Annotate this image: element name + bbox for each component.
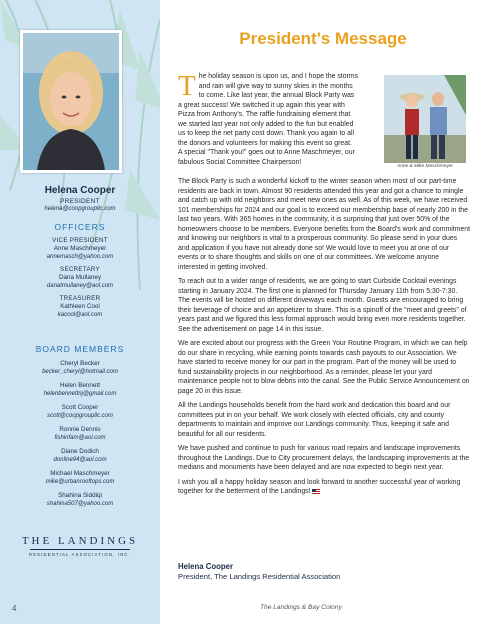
officer-email[interactable]: kacool@aol.com [57,312,103,318]
board-member-name: Shahina Siddiqi [58,492,102,499]
body-paragraph: We are excited about our progress with the Green Your Routine Program, in which we can help do our share in recycling, while earning points towards cash payouts to our Association. We have started to receive money for our part in the program. Part of the money will be used to fund sustainability projects in our neighborhood. As a reminder, please let your yard maintenance people not to blow debris into the canal. See the Public Service Announcement on page 20 in this issue. [178,340,470,395]
officer-item [0,237,160,261]
officer-name: Dana Mullaney [58,274,101,281]
officer-role: SECRETARY [60,266,100,273]
president-portrait [20,30,122,173]
board-member-email[interactable]: scott@coopgroupllc.com [47,413,113,419]
intro-line: A special "Thank you!" goes out to Anne Maschmeyer, our [178,149,355,156]
officer-email[interactable]: annemasch@yahoo.com [46,254,114,260]
board-member [0,404,160,420]
logo-sub-text: RESIDENTIAL ASSOCIATION, INC. [28,551,132,557]
board-member [0,470,160,486]
officer-item [0,266,160,290]
officer-role: TREASURER [59,295,101,302]
intro-line: we started last year not only added to the fun but enabled [178,120,354,128]
logo-main-text: THE LANDINGS [21,535,139,547]
president-name: Helena Cooper [44,185,116,196]
board-section [0,344,160,508]
officer-role: VICE PRESIDENT [52,237,108,244]
intro-paragraph [178,72,378,167]
board-member-email[interactable]: becker_cheryl@hotmail.com [42,369,118,375]
president-email[interactable]: helena@coopgroupllc.com [44,206,116,212]
intro-line: Pizza from Anthony's. The raffle fundraising element that [178,111,351,118]
officer-name: Kathleen Cool [60,303,100,310]
publication-name: The Landings & Bay Colony [260,604,342,611]
board-member [0,426,160,442]
board-member [0,360,160,376]
intro-line: and rain will give way to sunny skies in the months [198,82,353,90]
drop-cap: T [178,70,196,102]
body-paragraph: We have pushed and continue to push for various road repairs and landscape improvements throughout the Landings. Due to City procurement delays, the landscaping improvements at the medians and monuments have been delayed and are now expected to begin next year. [178,445,470,471]
intro-line: us to keep the net party cost down. Thank you again to all [178,130,355,137]
board-heading: BOARD MEMBERS [35,344,125,354]
president-title: PRESIDENT [60,198,100,205]
signature-title: President, The Landings Residential Association [178,572,341,581]
board-member-name: Diane Dodich [61,448,99,455]
officer-email[interactable]: danatmullaney@aol.com [46,283,114,289]
maschmeyer-photo [384,75,466,163]
sidebar [0,0,160,624]
body-text [178,177,470,497]
officer-name: Anne Maschmeyer [53,245,107,252]
page-number: 4 [12,604,17,613]
page-title: President's Message [239,29,407,48]
board-member-name: Scott Cooper [61,404,99,411]
board-member [0,382,160,398]
signature-name: Helena Cooper [178,562,234,571]
board-member-name: Helen Bennett [60,382,100,389]
couple-photo [384,75,466,163]
officer-item [0,295,160,319]
association-logo [0,535,160,557]
intro-line: fabulous Social Committee Chairperson! [178,158,302,166]
body-paragraph: All the Landings households benefit from the hard work and dedication this board and our committees put in on your behalf. We work closely with elected officials, city and county departments to maintain and improve our Landings community. Thus, keeping it safe and beautiful for all our residents. [178,402,451,438]
officers-section [0,222,160,319]
logo-divider [30,549,130,550]
board-member-email[interactable]: donline94@aol.com [53,457,107,463]
board-member-name: Cheryl Becker [60,360,100,367]
body-paragraph: To reach out to a wider range of residents, we are going to start Curbside Cocktail evenings starting in January 2024. The first one is planned for Thursday January 11th from 5:30-7:30. The events will be hosted on different driveways each month. Guests are encouraged to bring their beverage of choice and an appetizer to share. This is a spinoff of the "meet and greets" of years past and we figured this less formal approach would bring even more residents together. See the advertisement on page 14 in this issue. [178,278,467,333]
board-member-email[interactable]: shahina507@yahoo.com [46,501,114,507]
board-member-name: Ronnie Dennis [59,426,101,433]
body-paragraph: The Block Party is such a wonderful kickoff to the winter season when most of our part-time residents are back in town. Almost 90 residents attended this year and got a chance to mingle and catch up with old neighbors and meet new ones as well. As of this week, we have received 101 memberships for 2024 and our goal is to exceed our membership base of nearly 200 in the last two years. With 365 homes in the community, it is surprising that just over 50% of the homeowners choose to be members. Everyone benefits from the Board's work and commitment and knowing our neighbors is vital to a prosperous community. So please send in your dues and application if you have not already done so! We would love to meet you at one of our events or to share thoughts and skills on one of our committees. We welcome anyone interested in getting involved. [178,178,471,271]
intro-line: the donors and volunteers for making this event so great. [178,139,352,147]
intro-line: a great success! We switched it up again this year with [178,101,345,109]
board-member [0,492,160,508]
intro-line: to come. Like last year, the annual Block Party was [198,92,355,99]
intro-line: he holiday season is upon us, and I hope the storms [198,73,359,80]
board-member-name: Michael Maschmeyer [50,470,110,477]
closing-paragraph [178,478,470,497]
board-member [0,448,160,464]
officers-heading: OFFICERS [54,222,106,232]
flag-icon [312,489,320,494]
board-member-email[interactable]: helenbennettnj@gmail.com [43,391,117,397]
photo-caption: Anne & Mike Maschmeyer [397,164,453,169]
board-member-email[interactable]: fishinfam@aol.com [54,435,106,441]
board-member-email[interactable]: mike@urbanrooftops.com [45,479,115,485]
closing-text: I wish you all a happy holiday season and look forward to another successful year of working together for the betterment of the Landings! [178,478,461,495]
portrait-photo [23,33,119,170]
